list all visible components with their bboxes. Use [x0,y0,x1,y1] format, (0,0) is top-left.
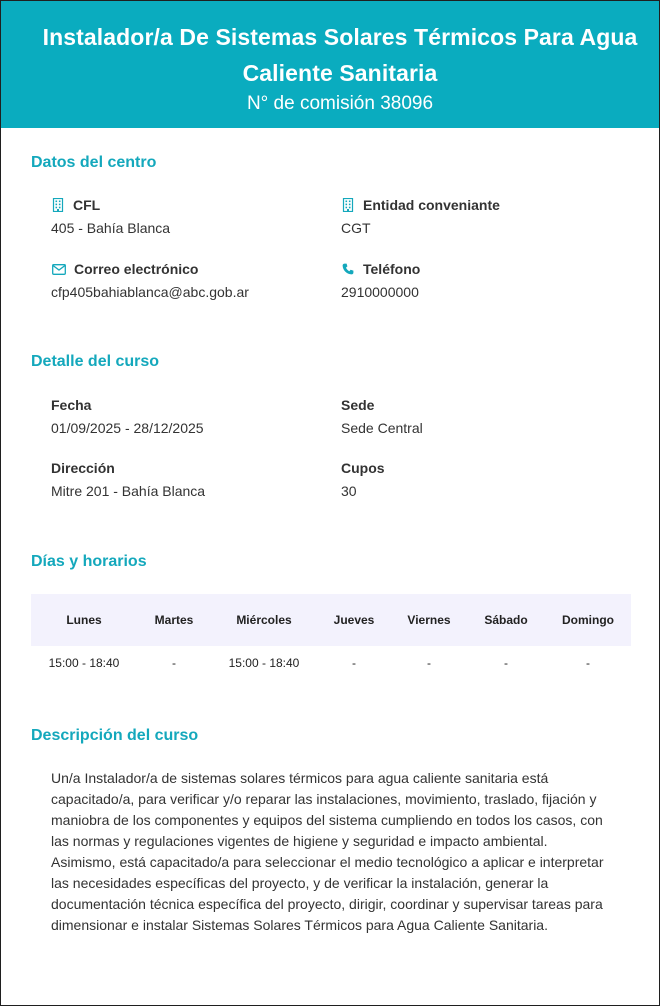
course-title: Instalador/a De Sistemas Solares Térmicos Para Agua Caliente Sanitaria [42,24,638,86]
section-title-dias-horarios: Días y horarios [31,553,147,570]
time-lunes: 15:00 - 18:40 [48,656,120,670]
course-description: Un/a Instalador/a de sistemas solares térmicos para agua caliente sanitaria está capacitado/a, para verificar y/o reparar las instalaciones, movimiento, traslado, fijación y maniobra de los componentes y equipos del sistema cumpliendo en todos los casos, con las normas y regulaciones vigentes de higiene y seguridad e impacto ambiental. Asimismo, está capacitado/a para seleccionar el medio tecnológico a aplicar e interpretar las necesidades específicas del proyecto, y de verificar la instalación, generar la documentación técnica específica del proyecto, dirigir, coordinar y supervisar tareas para dimensionar e instalar Sistemas Solares Térmicos para Agua Caliente Sanitaria. [51,770,604,933]
building-icon [341,198,355,212]
field-sede [341,396,423,437]
telefono-label: Teléfono [363,261,421,277]
fecha-value: 01/09/2025 - 28/12/2025 [51,420,204,436]
field-direccion [51,459,205,500]
day-header-sabado: Sábado [484,613,528,627]
field-cfl [51,196,170,237]
time-sabado: - [504,656,508,670]
cfl-value: 405 - Bahía Blanca [51,220,171,236]
field-telefono [341,260,420,301]
entidad-label: Entidad conveniante [363,197,500,213]
time-domingo: - [586,656,590,670]
sede-label: Sede [341,397,375,413]
building-icon [51,198,65,212]
day-header-viernes: Viernes [407,613,451,627]
schedule-header-row [31,594,631,646]
correo-label: Correo electrónico [74,261,199,277]
telefono-value[interactable]: 2910000000 [341,284,419,300]
field-correo [51,260,249,301]
fecha-label: Fecha [51,397,92,413]
envelope-icon [51,262,66,276]
day-header-domingo: Domingo [562,613,614,627]
time-jueves: - [352,656,356,670]
course-header [1,1,659,128]
day-header-jueves: Jueves [333,613,375,627]
sede-value: Sede Central [341,420,423,436]
field-cupos [341,459,385,500]
section-title-detalle-curso: Detalle del curso [31,353,160,370]
section-title-descripcion: Descripción del curso [31,727,199,744]
cupos-value: 30 [341,483,357,499]
correo-value[interactable]: cfp405bahiablanca@abc.gob.ar [51,284,249,300]
schedule-times-row [31,646,631,680]
schedule-table [31,594,631,680]
field-entidad [341,196,500,237]
day-header-martes: Martes [154,613,194,627]
time-viernes: - [427,656,431,670]
section-title-datos-centro: Datos del centro [31,154,157,171]
day-header-miercoles: Miércoles [236,613,292,627]
direccion-value: Mitre 201 - Bahía Blanca [51,483,206,499]
time-miercoles: 15:00 - 18:40 [228,656,300,670]
entidad-value: CGT [341,220,371,236]
field-fecha [51,396,204,437]
day-header-lunes: Lunes [66,613,102,627]
time-martes: - [172,656,176,670]
commission-number: N° de comisión 38096 [246,93,434,114]
cupos-label: Cupos [341,460,385,476]
phone-icon [341,262,355,276]
direccion-label: Dirección [51,460,115,476]
cfl-label: CFL [73,197,101,213]
